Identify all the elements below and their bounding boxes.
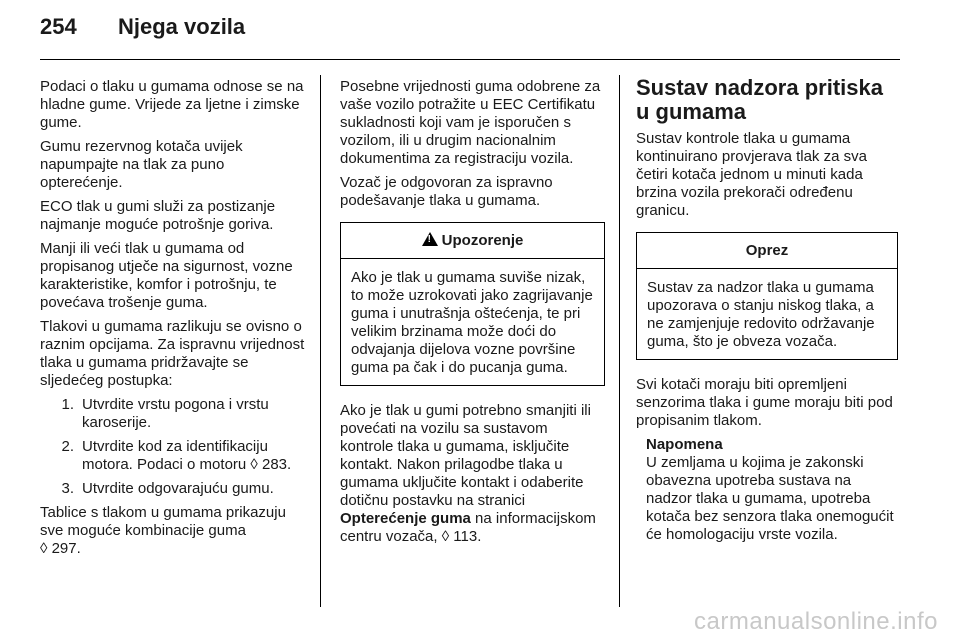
steps-list [40, 396, 308, 498]
paragraph: Sustav kontrole tlaka u gumama kontinuirano provjerava tlak za sva četiri kotača jednom u minuti kada brzina vozila prekorači određenu granicu. [636, 130, 867, 219]
column-3 [636, 75, 898, 544]
list-item [40, 438, 308, 474]
step-text: Utvrdite vrstu pogona i vrstu karoserije. [82, 396, 269, 431]
warning-header [341, 223, 604, 259]
list-item [40, 396, 308, 432]
column-divider [320, 75, 321, 607]
caution-header: Oprez [637, 233, 897, 269]
caution-box [636, 232, 898, 360]
paragraph: Svi kotači moraju biti opremljeni senzorima tlaka i gume moraju biti pod propisanim tlakom. [636, 376, 893, 429]
page-header [40, 14, 245, 54]
warning-box [340, 222, 605, 386]
warning-title: Upozorenje [441, 232, 524, 249]
note [636, 436, 898, 544]
caution-text: Sustav za nadzor tlaka u gumama upozorava o stanju niskog tlaka, a ne zamjenjuje redovito održavanje guma, što je obveza vozača. [647, 279, 875, 350]
warning-triangle-icon [422, 232, 438, 246]
paragraph-text: Ako je tlak u gumi potrebno smanjiti ili povećati na vozilu sa sustavom kontrole tlaka u gumama, isključite kontakt. Nakon prilagodbe tlaka u gumama uključite kontakt i odaberite dotičnu postavku na stranici [340, 402, 591, 509]
paragraph: Gumu rezervnog kotača uvijek napumpajte na tlak za puno opterećenje. [40, 138, 243, 191]
section-title: Sustav nadzora pritiska u gumama [636, 75, 883, 124]
paragraph: ECO tlak u gumi služi za postizanje najmanje moguće potrošnje goriva. [40, 198, 276, 233]
paragraph [340, 402, 605, 546]
page-number: 254 [40, 14, 77, 39]
warning-text: Ako je tlak u gumama suviše nizak, to može uzrokovati jako zagrijavanje guma i unutrašnja oštećenja, te pri velikim brzinama može doći do odvajanja dijelova vozne površine guma pa čak i do pucanja guma. [351, 269, 593, 376]
step-text: Utvrdite odgovarajuću gumu. [82, 480, 274, 497]
paragraph: Posebne vrijednosti guma odobrene za vaše vozilo potražite u EEC Certifikatu sukladnosti koji vam je isporučen s vozilom, ili u drugim nacionalnim dokumentima za registraciju vozila. [340, 78, 601, 167]
column-divider [619, 75, 620, 607]
paragraph: Podaci o tlaku u gumama odnose se na hladne gume. Vrijede za ljetne i zimske gume. [40, 78, 304, 131]
page-reference-link[interactable]: ◊ 297. [40, 540, 81, 557]
paragraph [40, 504, 308, 558]
step-number: 1. [61, 396, 74, 413]
watermark: carmanualsonline.info [694, 608, 938, 635]
paragraph: Manji ili veći tlak u gumama od propisanog utječe na sigurnost, vozne karakteristike, komfor i potrošnju, te povećava trošenje guma. [40, 240, 293, 311]
step-text[interactable]: Utvrdite kod za identifikaciju motora. Podaci o motoru ◊ 283. [82, 438, 292, 473]
note-text: U zemljama u kojima je zakonski obavezna upotreba sustava na nadzor tlaka u gumama, upotreba kotača bez senzora tlaka onemogućit će homologaciju vrste vozila. [646, 454, 894, 543]
note-label: Napomena [646, 436, 723, 453]
step-number: 3. [61, 480, 74, 497]
setting-name: Opterećenje guma [340, 510, 471, 527]
paragraph: Tlakovi u gumama razlikuju se ovisno o raznim opcijama. Za ispravnu vrijednost tlaka u gumama pridržavajte se sljedećeg postupka: [40, 318, 305, 389]
chapter-title: Njega vozila [118, 14, 246, 39]
column-1 [40, 78, 308, 564]
header-rule [40, 59, 900, 60]
paragraph-text: Tablice s tlakom u gumama prikazuju sve moguće kombinacije guma [40, 504, 286, 539]
column-2 [340, 78, 605, 552]
paragraph: Vozač je odgovoran za ispravno podešavanje tlaka u gumama. [340, 174, 553, 209]
step-number: 2. [61, 438, 74, 455]
paragraph-text[interactable]: na informacijskom centru vozača, ◊ 113. [340, 510, 596, 545]
list-item [40, 480, 308, 498]
